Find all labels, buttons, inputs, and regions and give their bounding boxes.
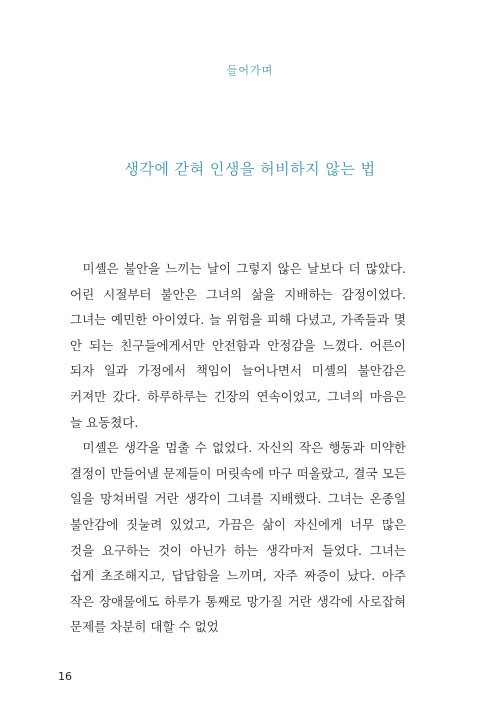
page-number: 16: [58, 670, 72, 683]
section-label: 들어가며: [226, 64, 274, 77]
body-text: [70, 256, 406, 640]
paragraph: 미셸은 생각을 멈출 수 없었다. 자신의 작은 행동과 미약한 결정이 만들어낼 문제들이 머릿속에 마구 떠올랐고, 결국 모든 일을 망쳐버릴 거란 생각이 그녀를 지배했다. 그녀는 온종일 불안감에 짓눌려 있었고, 가끔은 삶이 자신에게 너무 많은 것을 요구하는 것이 아닌가 하는 생각마저 들었다. 그녀는 쉽게 초조해지고, 답답함을 느끼며, 자주 짜증이 났다. 아주 작은 장애물에도 하루가 통째로 망가질 거란 생각에 사로잡혀 문제를 차분히 대할 수 없었: [70, 440, 406, 635]
chapter-title: 생각에 갇혀 인생을 허비하지 않는 법: [124, 160, 376, 178]
paragraph: 미셸은 불안을 느끼는 날이 그렇지 않은 날보다 더 많았다. 어린 시절부터 불안은 그녀의 삶을 지배하는 감정이었다. 그녀는 예민한 아이였다. 늘 위험을 피해 다녔고, 가족들과 몇 안 되는 친구들에게서만 안전함과 안정감을 느꼈다. 어른이 되자 일과 가정에서 책임이 늘어나면서 미셸의 불안감은 커져만 갔다. 하루하루는 긴장의 연속이었고, 그녀의 마음은 늘 요동쳤다.: [70, 261, 406, 430]
